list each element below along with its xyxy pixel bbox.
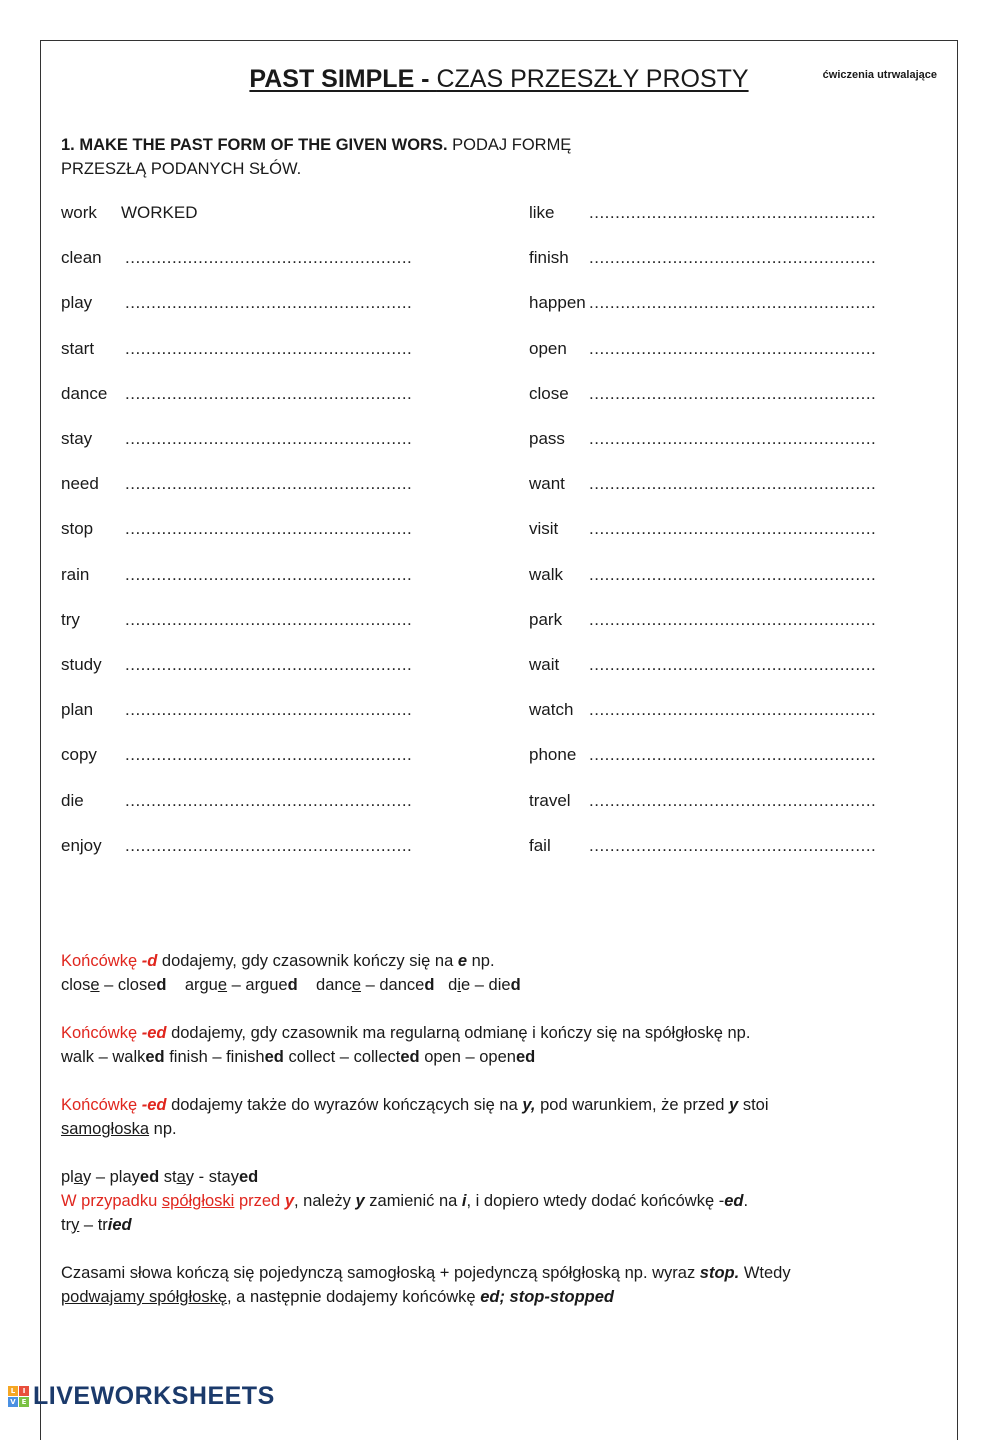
underlined-word: spółgłoski xyxy=(161,1192,235,1210)
rule-try-example: try – tried xyxy=(61,1216,132,1234)
word-row-left xyxy=(61,834,412,858)
answer-blank[interactable]: ....................................................... xyxy=(589,609,877,629)
answer-blank[interactable]: ....................................................... xyxy=(125,700,413,720)
word-row-left xyxy=(61,608,412,632)
rule-text: Czasami słowa kończą się pojedynczą samogłoską + pojedynczą spółgłoską np. wyraz xyxy=(61,1264,696,1282)
word-label: wait xyxy=(529,655,560,674)
rule-text: . xyxy=(743,1192,749,1210)
word-label: watch xyxy=(529,700,574,720)
word-row-left xyxy=(61,789,412,813)
word-row-right xyxy=(529,653,876,677)
underlined-word: samogłoska xyxy=(61,1120,150,1138)
rule-label: Końcówkę xyxy=(61,1096,138,1114)
answer-blank[interactable]: ....................................................... xyxy=(589,519,877,539)
word-label: work xyxy=(61,203,97,222)
rule-text: dodajemy także do wyrazów kończących się na xyxy=(171,1096,518,1114)
rule-y xyxy=(61,1093,921,1237)
answer-blank[interactable]: ....................................................... xyxy=(125,609,413,629)
word-row-left xyxy=(61,246,412,270)
answer-blank[interactable]: ....................................................... xyxy=(589,700,877,720)
word-stop: stop. xyxy=(699,1264,740,1282)
word-row-left xyxy=(61,337,412,361)
example-answer: WORKED xyxy=(121,203,198,222)
rule-double xyxy=(61,1261,921,1309)
answer-blank[interactable]: ....................................................... xyxy=(125,429,413,448)
word-row-right xyxy=(529,291,876,315)
exercise-instruction xyxy=(61,133,621,181)
word-label: rain xyxy=(61,564,90,584)
rule-text: Wtedy xyxy=(743,1264,791,1282)
title-bold: PAST SIMPLE - xyxy=(249,65,430,93)
answer-blank[interactable]: ....................................................... xyxy=(125,655,413,674)
logo-square: V xyxy=(8,1397,18,1407)
rule-consonant-y xyxy=(61,1189,921,1213)
letter-i: i xyxy=(461,1192,467,1210)
answer-blank[interactable]: ....................................................... xyxy=(589,564,877,584)
suffix-d: -d xyxy=(141,952,158,970)
word-row-left xyxy=(61,743,412,767)
answer-blank[interactable]: ....................................................... xyxy=(589,790,877,810)
answer-blank[interactable]: ....................................................... xyxy=(125,383,413,403)
word-row-right xyxy=(529,201,876,225)
answer-blank[interactable]: ....................................................... xyxy=(125,745,413,765)
word-label: want xyxy=(529,474,565,494)
answer-blank[interactable]: ....................................................... xyxy=(125,338,413,358)
rule-text: stoi xyxy=(742,1096,769,1114)
word-label: dance xyxy=(61,383,108,403)
answer-blank[interactable]: ....................................................... xyxy=(589,338,877,358)
logo-square: I xyxy=(19,1386,29,1396)
liveworksheets-logo xyxy=(8,1381,275,1411)
word-label: stay xyxy=(61,429,93,448)
word-row-left xyxy=(61,382,412,406)
word-row-left xyxy=(61,427,412,451)
answer-blank[interactable]: ....................................................... xyxy=(589,293,877,313)
answer-blank[interactable]: ....................................................... xyxy=(589,474,877,494)
letter-e: e xyxy=(457,952,468,970)
rule-text: zamienić na xyxy=(369,1192,458,1210)
logo-square: L xyxy=(8,1386,18,1396)
rule-np: np. xyxy=(471,952,495,970)
word-row-right xyxy=(529,608,876,632)
answer-blank[interactable]: ....................................................... xyxy=(125,293,413,313)
suffix-ed: ed xyxy=(724,1192,744,1210)
answer-blank[interactable]: ....................................................... xyxy=(589,655,877,674)
corner-note: ćwiczenia utrwalające xyxy=(822,69,937,81)
answer-blank[interactable]: ....................................................... xyxy=(589,429,877,448)
letter-y: y xyxy=(355,1192,365,1210)
answer-blank[interactable]: ....................................................... xyxy=(125,790,413,810)
word-row-left xyxy=(61,698,412,722)
underlined-word: podwajamy spółgłoskę xyxy=(61,1288,228,1306)
word-row-left xyxy=(61,291,412,315)
rule-ed xyxy=(61,1021,921,1069)
logo-text: LIVEWORKSHEETS xyxy=(33,1381,275,1410)
word-label: start xyxy=(61,338,95,358)
rule-np: np. xyxy=(153,1120,177,1138)
title-rest: CZAS PRZESZŁY PROSTY xyxy=(436,65,749,93)
logo-square: E xyxy=(19,1397,29,1407)
word-label: try xyxy=(61,609,80,629)
answer-blank[interactable]: ....................................................... xyxy=(589,383,877,403)
word-label: travel xyxy=(529,790,571,810)
rule-text: , a następnie dodajemy końcówkę xyxy=(227,1288,476,1306)
instruction-rest: PODAJ FORMĘ xyxy=(452,136,572,154)
suffix-ed: -ed xyxy=(141,1024,167,1042)
word-label: like xyxy=(529,203,555,222)
word-label: enjoy xyxy=(61,835,102,855)
word-label: close xyxy=(529,383,569,403)
word-label: pass xyxy=(529,429,565,448)
answer-blank[interactable]: ....................................................... xyxy=(589,745,877,765)
word-row-left xyxy=(61,563,412,587)
word-row-right xyxy=(529,834,876,858)
example-row xyxy=(61,201,198,225)
word-row-right xyxy=(529,743,876,767)
grammar-rules xyxy=(61,949,921,1309)
word-label: need xyxy=(61,474,99,494)
word-label: stop xyxy=(61,519,94,539)
answer-blank[interactable]: ....................................................... xyxy=(125,564,413,584)
rule-text: przed xyxy=(238,1192,281,1210)
word-row-right xyxy=(529,472,876,496)
rule-text: dodajemy, gdy czasownik kończy się na xyxy=(161,952,454,970)
word-label: happen xyxy=(529,293,586,313)
rule-text: pod warunkiem, że przed xyxy=(540,1096,725,1114)
answer-blank[interactable]: ....................................................... xyxy=(589,248,877,268)
instruction-bold: 1. MAKE THE PAST FORM OF THE GIVEN WORS. xyxy=(61,136,448,154)
rule-text: W przypadku xyxy=(61,1192,158,1210)
word-row-right xyxy=(529,563,876,587)
logo-icon xyxy=(8,1386,29,1407)
instruction-line2: PRZESZŁĄ PODANYCH SŁÓW. xyxy=(61,160,302,178)
word-label: fail xyxy=(529,835,551,855)
letter-y: y xyxy=(284,1192,295,1210)
word-label: play xyxy=(61,293,93,313)
word-label: clean xyxy=(61,248,102,268)
letter-y: y, xyxy=(522,1096,536,1114)
worksheet-page xyxy=(40,40,958,1440)
rule-label: Końcówkę xyxy=(61,1024,138,1042)
word-label: copy xyxy=(61,745,97,765)
rule-d xyxy=(61,949,921,997)
answer-blank[interactable]: ....................................................... xyxy=(125,248,413,268)
word-row-right xyxy=(529,789,876,813)
rule-label: Końcówkę xyxy=(61,952,138,970)
word-row-right xyxy=(529,427,876,451)
word-label: open xyxy=(529,338,567,358)
suffix-ed: -ed xyxy=(141,1096,167,1114)
word-label: visit xyxy=(529,519,559,539)
answer-blank[interactable]: ....................................................... xyxy=(125,474,413,494)
word-label: plan xyxy=(61,700,94,720)
rule-text: , należy xyxy=(294,1192,351,1210)
rule-text: dodajemy, gdy czasownik ma regularną odmianę i kończy się na spółgłoskę np. xyxy=(171,1024,751,1042)
word-label: die xyxy=(61,790,84,810)
rule-ed-examples: walk – walked finish – finished collect – collected open – opened xyxy=(61,1048,536,1066)
letter-y: y xyxy=(729,1096,739,1114)
rule-y-examples: play – played stay - stayed xyxy=(61,1168,259,1186)
answer-blank[interactable]: ....................................................... xyxy=(589,203,877,222)
word-row-left xyxy=(61,472,412,496)
word-label: study xyxy=(61,655,102,674)
word-label: park xyxy=(529,609,563,629)
rule-example-stop: ed; stop-stopped xyxy=(480,1288,615,1306)
word-row-right xyxy=(529,382,876,406)
word-row-right xyxy=(529,698,876,722)
answer-blank[interactable]: ....................................................... xyxy=(125,519,413,539)
answer-blank[interactable]: ....................................................... xyxy=(589,835,877,855)
word-row-right xyxy=(529,337,876,361)
answer-blank[interactable]: ....................................................... xyxy=(125,835,413,855)
word-label: finish xyxy=(529,248,569,268)
word-row-right xyxy=(529,246,876,270)
rule-text: , i dopiero wtedy dodać końcówkę - xyxy=(466,1192,725,1210)
word-row-left xyxy=(61,517,412,541)
word-label: phone xyxy=(529,745,577,765)
word-row-right xyxy=(529,517,876,541)
page-title xyxy=(41,65,957,94)
word-label: walk xyxy=(529,564,564,584)
rule-d-examples: close – closed argue – argued dance – danced die – died xyxy=(61,976,521,994)
word-row-left xyxy=(61,653,412,677)
